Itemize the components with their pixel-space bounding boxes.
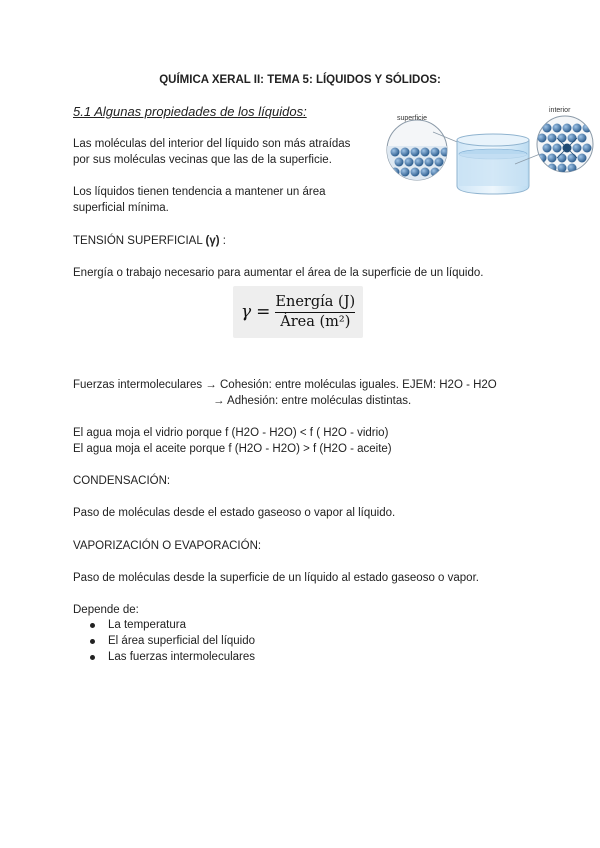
condensation-text: Paso de moléculas desde el estado gaseoso o vapor al líquido. (73, 507, 396, 519)
surface-tension-formula (233, 286, 363, 338)
formula-denominator: Área (m²) (280, 313, 351, 330)
forces-line-1: Fuerzas intermoleculares → Cohesión: entre moléculas iguales. EJEM: H2O - H2O (73, 379, 497, 391)
depends-item-temperature: La temperatura (108, 619, 186, 631)
bullet-icon (90, 623, 95, 628)
formula-fraction (275, 293, 355, 332)
bullet-icon (90, 639, 95, 644)
surface-tension-illustration (385, 102, 595, 200)
intro-line-1: Las moléculas del interior del líquido son más atraídas (73, 138, 351, 150)
formula-numerator: Energía (J) (275, 293, 356, 310)
forces-line-2: → Adhesión: entre moléculas distintas. (213, 395, 412, 407)
tension-heading (73, 233, 226, 249)
formula-equals: = (256, 302, 271, 322)
area-line-2: superficial mínima. (73, 202, 169, 214)
gamma-symbol: (γ) (205, 235, 220, 247)
water-line-1: El agua moja el vidrio porque f (H2O - H2O) < f ( H2O - vidrio) (73, 427, 389, 439)
section-heading: 5.1 Algunas propiedades de los líquidos: (73, 104, 307, 119)
tension-heading-text: TENSIÓN SUPERFICIAL (73, 235, 203, 247)
formula-gamma: γ (241, 302, 252, 322)
tension-heading-colon: : (219, 235, 226, 247)
page-title: QUÍMICA XERAL II: TEMA 5: LÍQUIDOS Y SÓLIDOS: (159, 74, 441, 86)
surface-label: superficie (397, 115, 427, 122)
interior-zoom-circle (537, 116, 593, 173)
vaporization-text: Paso de moléculas desde la superficie de un líquido al estado gaseoso o vapor. (73, 572, 479, 584)
depends-item-forces: Las fuerzas intermoleculares (108, 651, 256, 663)
energy-definition: Energía o trabajo necesario para aumentar el área de la superficie de un líquido. (73, 267, 484, 279)
interior-label: interior (549, 107, 571, 114)
condensation-heading: CONDENSACIÓN: (73, 475, 171, 487)
surface-zoom-circle (385, 120, 450, 186)
bullet-icon (90, 655, 95, 660)
intro-line-2: por sus moléculas vecinas que las de la superficie. (73, 154, 332, 166)
beaker-icon (457, 134, 529, 194)
depends-label: Depende de: (73, 604, 139, 616)
depends-item-area: El área superficial del líquido (108, 635, 256, 647)
area-line-1: Los líquidos tienen tendencia a mantener un área (73, 186, 326, 198)
water-line-2: El agua moja el aceite porque f (H2O - H2O) > f (H2O - aceite) (73, 443, 392, 455)
vaporization-heading: VAPORIZACIÓN O EVAPORACIÓN: (73, 540, 262, 552)
